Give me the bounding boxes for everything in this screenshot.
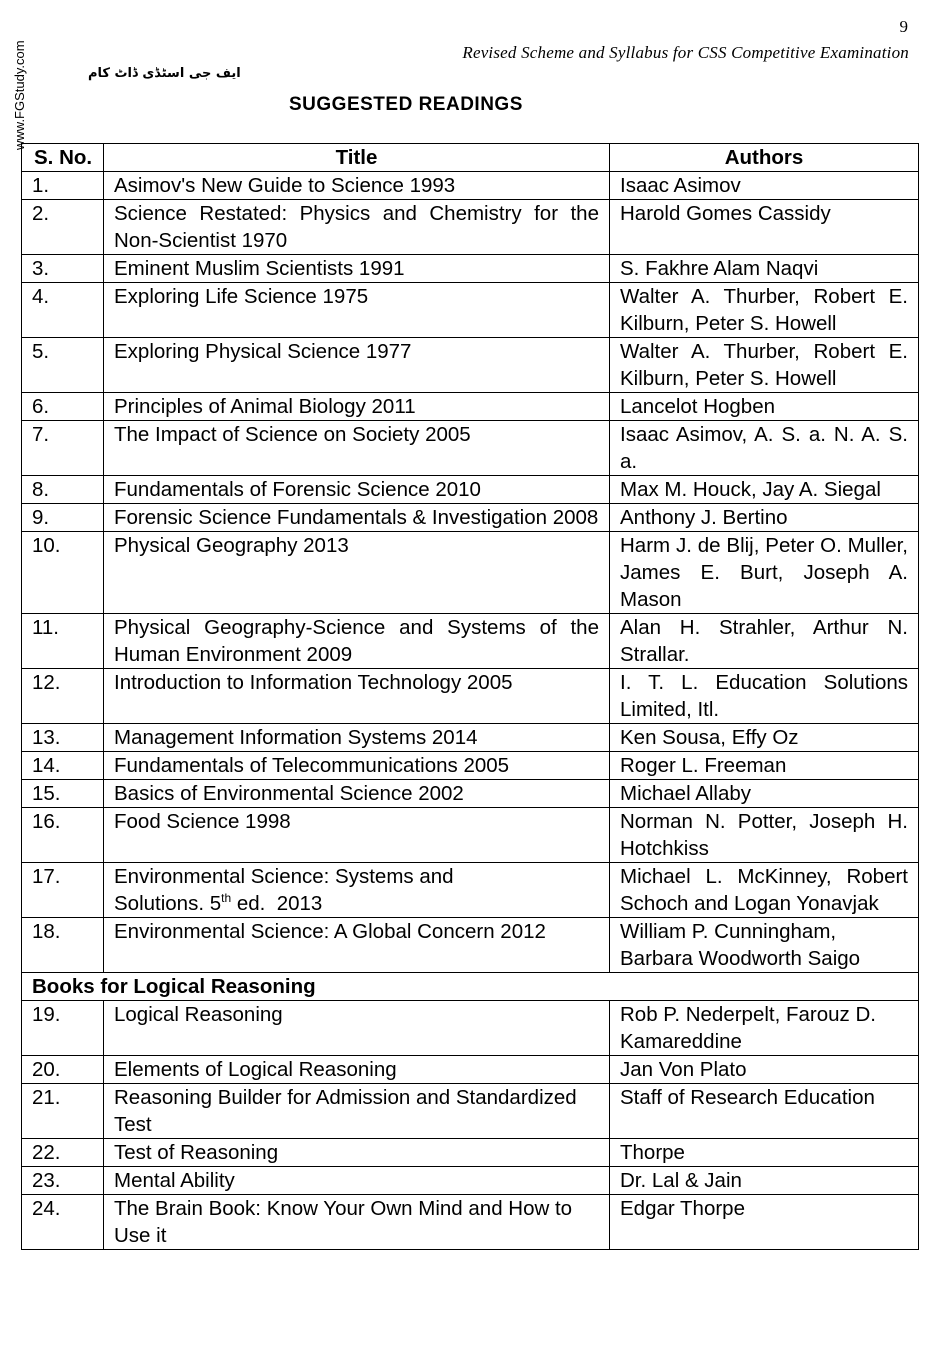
header-sno: S. No. [22,144,104,172]
row-sno: 22. [22,1139,104,1167]
page-title: SUGGESTED READINGS [289,94,523,115]
row-authors: Staff of Research Education [610,1084,919,1139]
title-line: Environmental Science: Systems and [114,865,454,888]
row-title: Food Science 1998 [104,808,610,863]
row-title: Elements of Logical Reasoning [104,1056,610,1084]
row-title: Fundamentals of Telecommunications 2005 [104,752,610,780]
table-row [22,918,919,973]
row-authors: Alan H. Strahler, Arthur N. Strallar. [610,614,919,669]
row-sno: 10. [22,532,104,614]
row-authors: Max M. Houck, Jay A. Siegal [610,476,919,504]
suggested-readings-table [21,143,919,1250]
table-row [22,808,919,863]
row-authors: Roger L. Freeman [610,752,919,780]
row-title: Introduction to Information Technology 2005 [104,669,610,724]
row-authors: Harold Gomes Cassidy [610,200,919,255]
row-sno: 6. [22,393,104,421]
watermark: www.FGStudy.com [12,40,27,150]
row-title: The Impact of Science on Society 2005 [104,421,610,476]
row-authors: Michael Allaby [610,780,919,808]
row-title: Physical Geography-Science and Systems of the Human Environment 2009 [104,614,610,669]
table-row [22,1139,919,1167]
row-authors: Isaac Asimov, A. S. a. N. A. S. a. [610,421,919,476]
table-row [22,255,919,283]
table-row [22,1084,919,1139]
urdu-watermark: ایف جی اسٹڈی ڈاٹ کام [88,66,241,81]
row-authors: Walter A. Thurber, Robert E. Kilburn, Peter S. Howell [610,283,919,338]
title-part: ed. 2013 [231,892,323,915]
row-sno: 4. [22,283,104,338]
table-row [22,1001,919,1056]
row-title: Principles of Animal Biology 2011 [104,393,610,421]
row-sno: 7. [22,421,104,476]
row-title: Fundamentals of Forensic Science 2010 [104,476,610,504]
title-superscript: th [221,891,232,906]
header-title: Title [104,144,610,172]
row-sno: 13. [22,724,104,752]
table-row [22,614,919,669]
table-row [22,476,919,504]
row-sno: 17. [22,863,104,918]
table-row [22,504,919,532]
row-sno: 3. [22,255,104,283]
table-row [22,421,919,476]
section-heading-row [22,973,919,1001]
row-authors: Isaac Asimov [610,172,919,200]
row-sno: 15. [22,780,104,808]
row-authors: Ken Sousa, Effy Oz [610,724,919,752]
title-part: Solutions. 5 [114,892,222,915]
table-row [22,724,919,752]
row-authors: Michael L. McKinney, Robert Schoch and Logan Yonavjak [610,863,919,918]
row-title: Basics of Environmental Science 2002 [104,780,610,808]
table-row [22,1056,919,1084]
row-title: Logical Reasoning [104,1001,610,1056]
row-title: The Brain Book: Know Your Own Mind and How to Use it [104,1195,610,1250]
row-title: Forensic Science Fundamentals & Investigation 2008 [104,504,610,532]
row-authors: I. T. L. Education Solutions Limited, Itl. [610,669,919,724]
table-row [22,172,919,200]
section-heading: Books for Logical Reasoning [22,973,919,1001]
row-sno: 1. [22,172,104,200]
page-number: 9 [899,17,908,36]
table-row [22,1167,919,1195]
row-sno: 21. [22,1084,104,1139]
row-authors: Anthony J. Bertino [610,504,919,532]
row-title: Science Restated: Physics and Chemistry for the Non-Scientist 1970 [104,200,610,255]
row-authors: William P. Cunningham, Barbara Woodworth Saigo [610,918,919,973]
row-title [104,863,610,918]
table-row [22,393,919,421]
row-sno: 12. [22,669,104,724]
row-title: Management Information Systems 2014 [104,724,610,752]
row-authors: Jan Von Plato [610,1056,919,1084]
table-row [22,200,919,255]
row-title: Reasoning Builder for Admission and Standardized Test [104,1084,610,1139]
row-sno: 16. [22,808,104,863]
table-row [22,863,919,918]
table-row [22,669,919,724]
row-title: Asimov's New Guide to Science 1993 [104,172,610,200]
table-row [22,532,919,614]
row-authors: Lancelot Hogben [610,393,919,421]
row-title: Eminent Muslim Scientists 1991 [104,255,610,283]
row-sno: 5. [22,338,104,393]
table-row [22,283,919,338]
row-authors: Edgar Thorpe [610,1195,919,1250]
row-title: Physical Geography 2013 [104,532,610,614]
row-sno: 11. [22,614,104,669]
running-header: Revised Scheme and Syllabus for CSS Competitive Examination [462,43,909,62]
row-sno: 2. [22,200,104,255]
row-authors: Norman N. Potter, Joseph H. Hotchkiss [610,808,919,863]
row-sno: 19. [22,1001,104,1056]
table-row [22,338,919,393]
row-title: Environmental Science: A Global Concern 2012 [104,918,610,973]
row-authors: Thorpe [610,1139,919,1167]
row-sno: 9. [22,504,104,532]
row-authors: Harm J. de Blij, Peter O. Muller, James E. Burt, Joseph A. Mason [610,532,919,614]
table-row [22,1195,919,1250]
row-authors: Walter A. Thurber, Robert E. Kilburn, Peter S. Howell [610,338,919,393]
row-sno: 20. [22,1056,104,1084]
row-sno: 18. [22,918,104,973]
row-sno: 8. [22,476,104,504]
table-row [22,752,919,780]
row-title: Test of Reasoning [104,1139,610,1167]
row-sno: 23. [22,1167,104,1195]
row-authors: Dr. Lal & Jain [610,1167,919,1195]
row-title: Exploring Life Science 1975 [104,283,610,338]
row-sno: 14. [22,752,104,780]
table-header-row [22,144,919,172]
header-authors: Authors [610,144,919,172]
table-row [22,780,919,808]
row-authors: Rob P. Nederpelt, Farouz D. Kamareddine [610,1001,919,1056]
row-sno: 24. [22,1195,104,1250]
row-title: Exploring Physical Science 1977 [104,338,610,393]
row-title: Mental Ability [104,1167,610,1195]
row-authors: S. Fakhre Alam Naqvi [610,255,919,283]
